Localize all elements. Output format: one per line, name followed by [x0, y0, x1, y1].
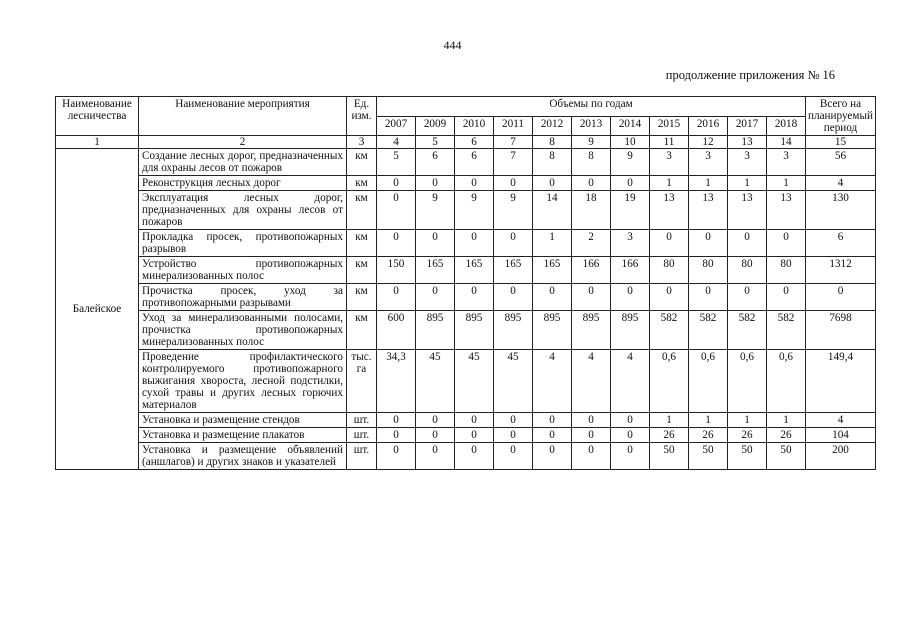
column-number: 13 [728, 136, 767, 149]
total-cell: 0 [806, 284, 876, 311]
year-value-cell: 34,3 [377, 350, 416, 413]
year-value-cell: 0 [416, 413, 455, 428]
year-value-cell: 0 [689, 230, 728, 257]
total-cell: 4 [806, 176, 876, 191]
year-value-cell: 7 [494, 149, 533, 176]
header-year: 2012 [533, 116, 572, 136]
year-value-cell: 895 [572, 311, 611, 350]
year-value-cell: 3 [611, 230, 650, 257]
column-number: 6 [455, 136, 494, 149]
header-forestry: Наименование лесничества [56, 97, 139, 136]
year-value-cell: 13 [728, 191, 767, 230]
year-value-cell: 0 [416, 428, 455, 443]
activity-name: Прочистка просек, уход за противопожарными разрывами [139, 284, 347, 311]
year-value-cell: 0 [416, 230, 455, 257]
year-value-cell: 0 [572, 176, 611, 191]
year-value-cell: 0 [494, 284, 533, 311]
year-value-cell: 0 [650, 284, 689, 311]
year-value-cell: 9 [416, 191, 455, 230]
year-value-cell: 13 [767, 191, 806, 230]
year-value-cell: 600 [377, 311, 416, 350]
year-value-cell: 582 [767, 311, 806, 350]
total-cell: 6 [806, 230, 876, 257]
year-value-cell: 0 [494, 230, 533, 257]
year-value-cell: 0 [416, 443, 455, 470]
column-number: 3 [347, 136, 377, 149]
year-value-cell: 0 [611, 413, 650, 428]
year-value-cell: 0 [572, 413, 611, 428]
header-year: 2018 [767, 116, 806, 136]
year-value-cell: 0 [494, 428, 533, 443]
year-value-cell: 0 [494, 443, 533, 470]
total-cell: 200 [806, 443, 876, 470]
year-value-cell: 0 [455, 428, 494, 443]
year-value-cell: 2 [572, 230, 611, 257]
year-value-cell: 45 [416, 350, 455, 413]
header-unit: Ед. изм. [347, 97, 377, 136]
year-value-cell: 895 [494, 311, 533, 350]
year-value-cell: 50 [689, 443, 728, 470]
total-cell: 56 [806, 149, 876, 176]
total-cell: 104 [806, 428, 876, 443]
year-value-cell: 0 [377, 176, 416, 191]
year-value-cell: 895 [533, 311, 572, 350]
year-value-cell: 895 [611, 311, 650, 350]
year-value-cell: 18 [572, 191, 611, 230]
year-value-cell: 0 [494, 413, 533, 428]
year-value-cell: 895 [455, 311, 494, 350]
total-cell: 4 [806, 413, 876, 428]
year-value-cell: 1 [650, 176, 689, 191]
year-value-cell: 165 [533, 257, 572, 284]
unit-cell: км [347, 191, 377, 230]
table-row [56, 311, 876, 350]
year-value-cell: 6 [455, 149, 494, 176]
unit-cell: шт. [347, 428, 377, 443]
header-year: 2009 [416, 116, 455, 136]
year-value-cell: 50 [650, 443, 689, 470]
year-value-cell: 0 [455, 284, 494, 311]
year-value-cell: 165 [416, 257, 455, 284]
total-cell: 1312 [806, 257, 876, 284]
header-volumes-by-year: Объемы по годам [377, 97, 806, 117]
activity-name: Установка и размещение стендов [139, 413, 347, 428]
year-value-cell: 0 [377, 191, 416, 230]
column-number: 8 [533, 136, 572, 149]
table-row [56, 443, 876, 470]
header-total: Всего на планируемый период [806, 97, 876, 136]
year-value-cell: 0 [767, 284, 806, 311]
appendix-continuation-note: продолжение приложения № 16 [665, 68, 835, 82]
year-value-cell: 3 [767, 149, 806, 176]
column-number: 10 [611, 136, 650, 149]
year-value-cell: 0,6 [728, 350, 767, 413]
year-value-cell: 0 [377, 230, 416, 257]
year-value-cell: 166 [611, 257, 650, 284]
year-value-cell: 0 [455, 443, 494, 470]
year-value-cell: 0 [611, 428, 650, 443]
year-value-cell: 0 [455, 176, 494, 191]
unit-cell: км [347, 257, 377, 284]
header-activity: Наименование мероприятия [139, 97, 347, 136]
year-value-cell: 1 [728, 176, 767, 191]
year-value-cell: 0 [377, 413, 416, 428]
year-value-cell: 0 [650, 230, 689, 257]
column-number: 7 [494, 136, 533, 149]
activity-name: Прокладка просек, противопожарных разрывов [139, 230, 347, 257]
column-number: 5 [416, 136, 455, 149]
unit-cell: км [347, 149, 377, 176]
header-year: 2015 [650, 116, 689, 136]
year-value-cell: 9 [611, 149, 650, 176]
year-value-cell: 80 [650, 257, 689, 284]
year-value-cell: 166 [572, 257, 611, 284]
year-value-cell: 8 [572, 149, 611, 176]
year-value-cell: 0 [572, 428, 611, 443]
header-year: 2007 [377, 116, 416, 136]
year-value-cell: 3 [689, 149, 728, 176]
year-value-cell: 0 [533, 413, 572, 428]
header-year: 2013 [572, 116, 611, 136]
forest-fire-measures-table [55, 96, 876, 470]
column-number: 12 [689, 136, 728, 149]
year-value-cell: 14 [533, 191, 572, 230]
unit-cell: км [347, 230, 377, 257]
column-number: 14 [767, 136, 806, 149]
header-year: 2011 [494, 116, 533, 136]
year-value-cell: 19 [611, 191, 650, 230]
activity-name: Создание лесных дорог, предназначенных для охраны лесов от пожаров [139, 149, 347, 176]
year-value-cell: 9 [455, 191, 494, 230]
table-row [56, 428, 876, 443]
year-value-cell: 4 [611, 350, 650, 413]
unit-cell: км [347, 176, 377, 191]
year-value-cell: 0 [416, 176, 455, 191]
year-value-cell: 0 [728, 230, 767, 257]
unit-cell: тыс. га [347, 350, 377, 413]
year-value-cell: 0 [611, 284, 650, 311]
unit-cell: шт. [347, 413, 377, 428]
year-value-cell: 150 [377, 257, 416, 284]
column-number-row [56, 136, 876, 149]
year-value-cell: 895 [416, 311, 455, 350]
column-number: 15 [806, 136, 876, 149]
year-value-cell: 0 [611, 176, 650, 191]
year-value-cell: 165 [494, 257, 533, 284]
year-value-cell: 582 [689, 311, 728, 350]
year-value-cell: 1 [650, 413, 689, 428]
year-value-cell: 1 [767, 413, 806, 428]
year-value-cell: 0 [572, 443, 611, 470]
page-number: 444 [443, 38, 462, 52]
table-row [56, 149, 876, 176]
total-cell: 149,4 [806, 350, 876, 413]
year-value-cell: 8 [533, 149, 572, 176]
year-value-cell: 0 [377, 428, 416, 443]
unit-cell: км [347, 311, 377, 350]
activity-name: Уход за минерализованными полосами, прочистка противопожарных минерализованных полос [139, 311, 347, 350]
table-row [56, 350, 876, 413]
header-row [56, 97, 876, 117]
activity-name: Проведение профилактического контролируемого противопожарного выжигания хвороста, лесной подстилки, сухой травы и других лесных горючих материалов [139, 350, 347, 413]
year-value-cell: 3 [650, 149, 689, 176]
year-value-cell: 9 [494, 191, 533, 230]
unit-cell: шт. [347, 443, 377, 470]
year-value-cell: 1 [689, 413, 728, 428]
table-row [56, 257, 876, 284]
year-value-cell: 80 [728, 257, 767, 284]
year-value-cell: 582 [650, 311, 689, 350]
year-value-cell: 50 [728, 443, 767, 470]
year-value-cell: 26 [689, 428, 728, 443]
year-value-cell: 0 [767, 230, 806, 257]
year-value-cell: 0 [533, 284, 572, 311]
table-row [56, 413, 876, 428]
year-value-cell: 0 [494, 176, 533, 191]
year-value-cell: 582 [728, 311, 767, 350]
header-year: 2010 [455, 116, 494, 136]
year-value-cell: 26 [650, 428, 689, 443]
year-value-cell: 80 [767, 257, 806, 284]
year-value-cell: 0,6 [650, 350, 689, 413]
year-value-cell: 1 [728, 413, 767, 428]
year-value-cell: 0 [416, 284, 455, 311]
activity-name: Устройство противопожарных минерализованных полос [139, 257, 347, 284]
unit-cell: км [347, 284, 377, 311]
forestry-name: Балейское [56, 149, 139, 470]
year-value-cell: 165 [455, 257, 494, 284]
year-value-cell: 4 [533, 350, 572, 413]
year-value-cell: 0 [455, 230, 494, 257]
year-value-cell: 0 [728, 284, 767, 311]
year-value-cell: 0 [455, 413, 494, 428]
table-row [56, 230, 876, 257]
year-value-cell: 0 [611, 443, 650, 470]
year-value-cell: 0,6 [689, 350, 728, 413]
header-year: 2016 [689, 116, 728, 136]
year-value-cell: 1 [533, 230, 572, 257]
year-value-cell: 4 [572, 350, 611, 413]
year-value-cell: 0 [533, 443, 572, 470]
year-value-cell: 26 [728, 428, 767, 443]
header-year: 2014 [611, 116, 650, 136]
year-value-cell: 1 [689, 176, 728, 191]
year-value-cell: 50 [767, 443, 806, 470]
year-value-cell: 1 [767, 176, 806, 191]
year-value-cell: 13 [689, 191, 728, 230]
activity-name: Установка и размещение объявлений (аншлагов) и других знаков и указателей [139, 443, 347, 470]
year-value-cell: 0 [689, 284, 728, 311]
activity-name: Установка и размещение плакатов [139, 428, 347, 443]
header-year: 2017 [728, 116, 767, 136]
year-value-cell: 0 [533, 428, 572, 443]
activity-name: Реконструкция лесных дорог [139, 176, 347, 191]
year-value-cell: 0 [572, 284, 611, 311]
year-value-cell: 0 [377, 443, 416, 470]
column-number: 4 [377, 136, 416, 149]
year-value-cell: 6 [416, 149, 455, 176]
year-value-cell: 45 [494, 350, 533, 413]
year-value-cell: 3 [728, 149, 767, 176]
column-number: 2 [139, 136, 347, 149]
year-value-cell: 13 [650, 191, 689, 230]
table-row [56, 284, 876, 311]
year-value-cell: 0 [533, 176, 572, 191]
activity-name: Эксплуатация лесных дорог, предназначенных для охраны лесов от пожаров [139, 191, 347, 230]
total-cell: 130 [806, 191, 876, 230]
table-body [56, 97, 876, 470]
year-value-cell: 80 [689, 257, 728, 284]
year-value-cell: 26 [767, 428, 806, 443]
year-value-cell: 0 [377, 284, 416, 311]
column-number: 1 [56, 136, 139, 149]
total-cell: 7698 [806, 311, 876, 350]
column-number: 9 [572, 136, 611, 149]
year-value-cell: 0,6 [767, 350, 806, 413]
year-value-cell: 5 [377, 149, 416, 176]
year-value-cell: 45 [455, 350, 494, 413]
table-row [56, 176, 876, 191]
table-row [56, 191, 876, 230]
column-number: 11 [650, 136, 689, 149]
